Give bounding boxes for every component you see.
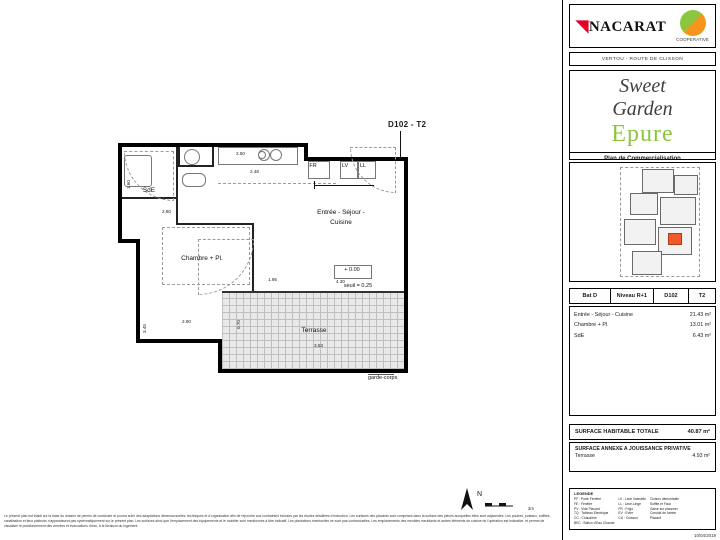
guardrail-leader — [368, 374, 394, 375]
table-row — [575, 452, 710, 461]
key-plan-diagram — [570, 163, 715, 281]
program-name-line3: Epure — [611, 121, 674, 147]
apartment-outline — [118, 143, 410, 381]
table-row — [574, 320, 711, 330]
address-box — [569, 52, 716, 66]
key-plan-box — [569, 162, 716, 282]
total-area-label: SURFACE HABITABLE TOTALE — [575, 429, 659, 435]
dishwasher-label: LV — [341, 163, 349, 169]
room-label-sde: SdE — [142, 187, 156, 194]
header-type: T2 — [698, 293, 706, 299]
partner-logo — [676, 10, 709, 43]
total-area-row — [569, 424, 716, 440]
legend-item: Soffite et Faux — [649, 501, 672, 506]
table-row — [574, 310, 711, 320]
legend-item: CC : Chaudière — [574, 516, 597, 521]
wall-right — [404, 157, 408, 373]
room-name: Entrée - Séjour - Cuisine — [574, 312, 634, 318]
legend-item: FR : Frigo — [618, 506, 634, 511]
room-name: Chambre + Pl. — [574, 322, 609, 329]
room-areas-table — [569, 306, 716, 416]
annex-area-box — [569, 442, 716, 472]
room-label-terrasse: Terrasse — [301, 327, 327, 334]
entry-door-swing — [350, 147, 396, 193]
room-area: 6.43 m² — [692, 332, 711, 339]
legend-title: LEGENDE — [574, 491, 594, 496]
program-brand-box — [569, 70, 716, 160]
room-name: SdE — [574, 332, 585, 339]
scale-label: 2m — [528, 506, 534, 511]
legend-item: Gaine sur plancher — [649, 506, 678, 511]
legend-item: Placard — [649, 516, 662, 521]
legend-item: EV : Evier — [618, 511, 634, 516]
partition-wc-left — [178, 147, 180, 167]
sink-bowl — [258, 151, 266, 159]
brand-logo-box — [569, 4, 716, 48]
wall-bottom-right — [218, 369, 408, 373]
legend-item: LL : Lave-Linge — [618, 501, 642, 506]
nacarat-mark-icon: ◥ — [576, 18, 589, 35]
legend-item: CU : Cuisson — [618, 516, 638, 521]
partition-hall-left — [176, 197, 178, 225]
legend-column-3 — [650, 497, 679, 526]
partition-wc-bottom — [178, 165, 214, 167]
key-plan-site-boundary — [620, 167, 700, 277]
wall-left-upper — [118, 143, 122, 243]
legend-box — [569, 488, 716, 530]
address-label: VERTOU - ROUTE DE CLISSON — [601, 56, 684, 62]
legend-item: BEC : Ballon d'Eau Chaude — [574, 520, 615, 525]
unit-tag-label: D102 - T2 — [388, 120, 427, 129]
program-name-line1: Sweet — [619, 75, 666, 97]
entry-arrow-line — [314, 185, 374, 186]
dim-bedroom-h: 2.90 — [182, 319, 191, 324]
level-marker-label: + 0.00 — [344, 267, 360, 273]
legend-columns — [574, 497, 711, 526]
legend-item: FE : Fenêtre — [574, 501, 593, 506]
header-unit: D102 — [654, 289, 689, 303]
wall-bottom-left — [136, 339, 222, 343]
terrace-threshold-label: seuil = 0.25 — [343, 283, 373, 289]
document-title: Plan de Commercialisation — [570, 152, 715, 162]
document-date: 10/04/2019 — [694, 533, 716, 538]
nacarat-logo — [576, 16, 666, 36]
room-label-chambre: Chambre + Pl. — [181, 255, 223, 262]
washbasin — [182, 173, 206, 187]
north-arrow — [455, 486, 515, 512]
nacarat-wordmark: NACARAT — [588, 19, 667, 35]
legend-item: LV : Lave Vaisselle — [618, 497, 646, 501]
annex-area: 4.93 m² — [692, 453, 710, 459]
title-block-panel — [562, 0, 720, 540]
washing-machine-label: LL — [359, 163, 367, 169]
bedroom-door-swing — [198, 239, 254, 295]
header-building: Bat D — [570, 289, 611, 303]
legal-disclaimer: Le présent plan est établi sur la base du dossier de permis de construire et pourra subir des adaptations dimensionnelles, techniques et d'organisation afin de répondre aux contraintes incluses par les études détaillées d'exécution. Les surfaces des placards sont comprises dans la surface des pièces auxquelles elles sont adjacentes. Les poutres, poteaux, soffites, canalisation et faux plafonds n'apparaissent pas systématiquement sur le présent plan. Les surfaces ainsi que l'emplacement des équipements et le mobilier sont mentionnés à titre indicatif. Les plantations éventuelles ne sont pas contractuelles. Les emplacements des meubles meublants et autres éléments de cuisine de l'opération est indicative, et permet de visualiser le positionnement des arrivées et évacuations d'eau, à la livraison du logement. — [4, 514, 551, 529]
total-area-value: 40.87 m² — [687, 429, 710, 435]
unit-header-row — [569, 288, 716, 304]
svg-text:N: N — [477, 491, 483, 498]
dim-kitchen: 2.48 — [250, 169, 259, 174]
fridge-label: FR — [309, 163, 317, 169]
legend-item: PF : Porte Fenêtre — [574, 497, 602, 501]
legend-item: TQ : Tableau Electrique — [574, 511, 609, 516]
annex-name: Terrasse — [575, 453, 595, 459]
dim-living-window: 1.95 — [268, 277, 277, 282]
legend-item: Cloison démontable — [649, 497, 680, 501]
dim-living: 4.30 — [336, 279, 345, 284]
room-label-sejour-1: Entrée - Séjour - — [317, 209, 365, 216]
dim-terrace: 3.53 — [314, 343, 323, 348]
table-row — [574, 331, 711, 341]
terrace-threshold — [222, 291, 404, 293]
legend-item: PV : Vide Placard — [574, 506, 600, 511]
partition-wc-right — [212, 147, 214, 167]
dim-kitchen-small: 2.50 — [236, 151, 245, 156]
partner-label: COOPERATIVE — [676, 36, 709, 42]
dim-bedroom-door: 0.70 — [236, 320, 241, 329]
room-label-sejour-2: Cuisine — [330, 219, 352, 226]
cooktop-burner-2 — [270, 149, 282, 161]
legend-column-2 — [618, 497, 646, 526]
room-area: 21.43 m² — [689, 312, 711, 318]
header-level: Niveau R+1 — [611, 289, 655, 303]
room-area: 13.01 m² — [689, 322, 711, 329]
annex-title: SURFACE ANNEXE A JOUISSANCE PRIVATIVE — [575, 446, 691, 452]
entry-arrow-head — [314, 181, 315, 189]
wc-bowl — [184, 149, 200, 165]
guardrail-label: garde-corps — [368, 375, 398, 381]
legend-item: Conduit de fumée — [649, 511, 676, 516]
dim-sde-h: 2.80 — [162, 209, 171, 214]
legend-column-1 — [574, 497, 614, 526]
wall-left-lower — [136, 239, 140, 343]
coop-logo-icon — [680, 10, 706, 36]
program-name-line2: Garden — [612, 98, 673, 120]
kitchen-dash-guide — [218, 183, 336, 184]
dim-sde-v: 1.60 — [126, 180, 131, 189]
dim-bedroom-v: 3.45 — [142, 324, 147, 333]
partition-bedroom-top — [178, 223, 254, 225]
